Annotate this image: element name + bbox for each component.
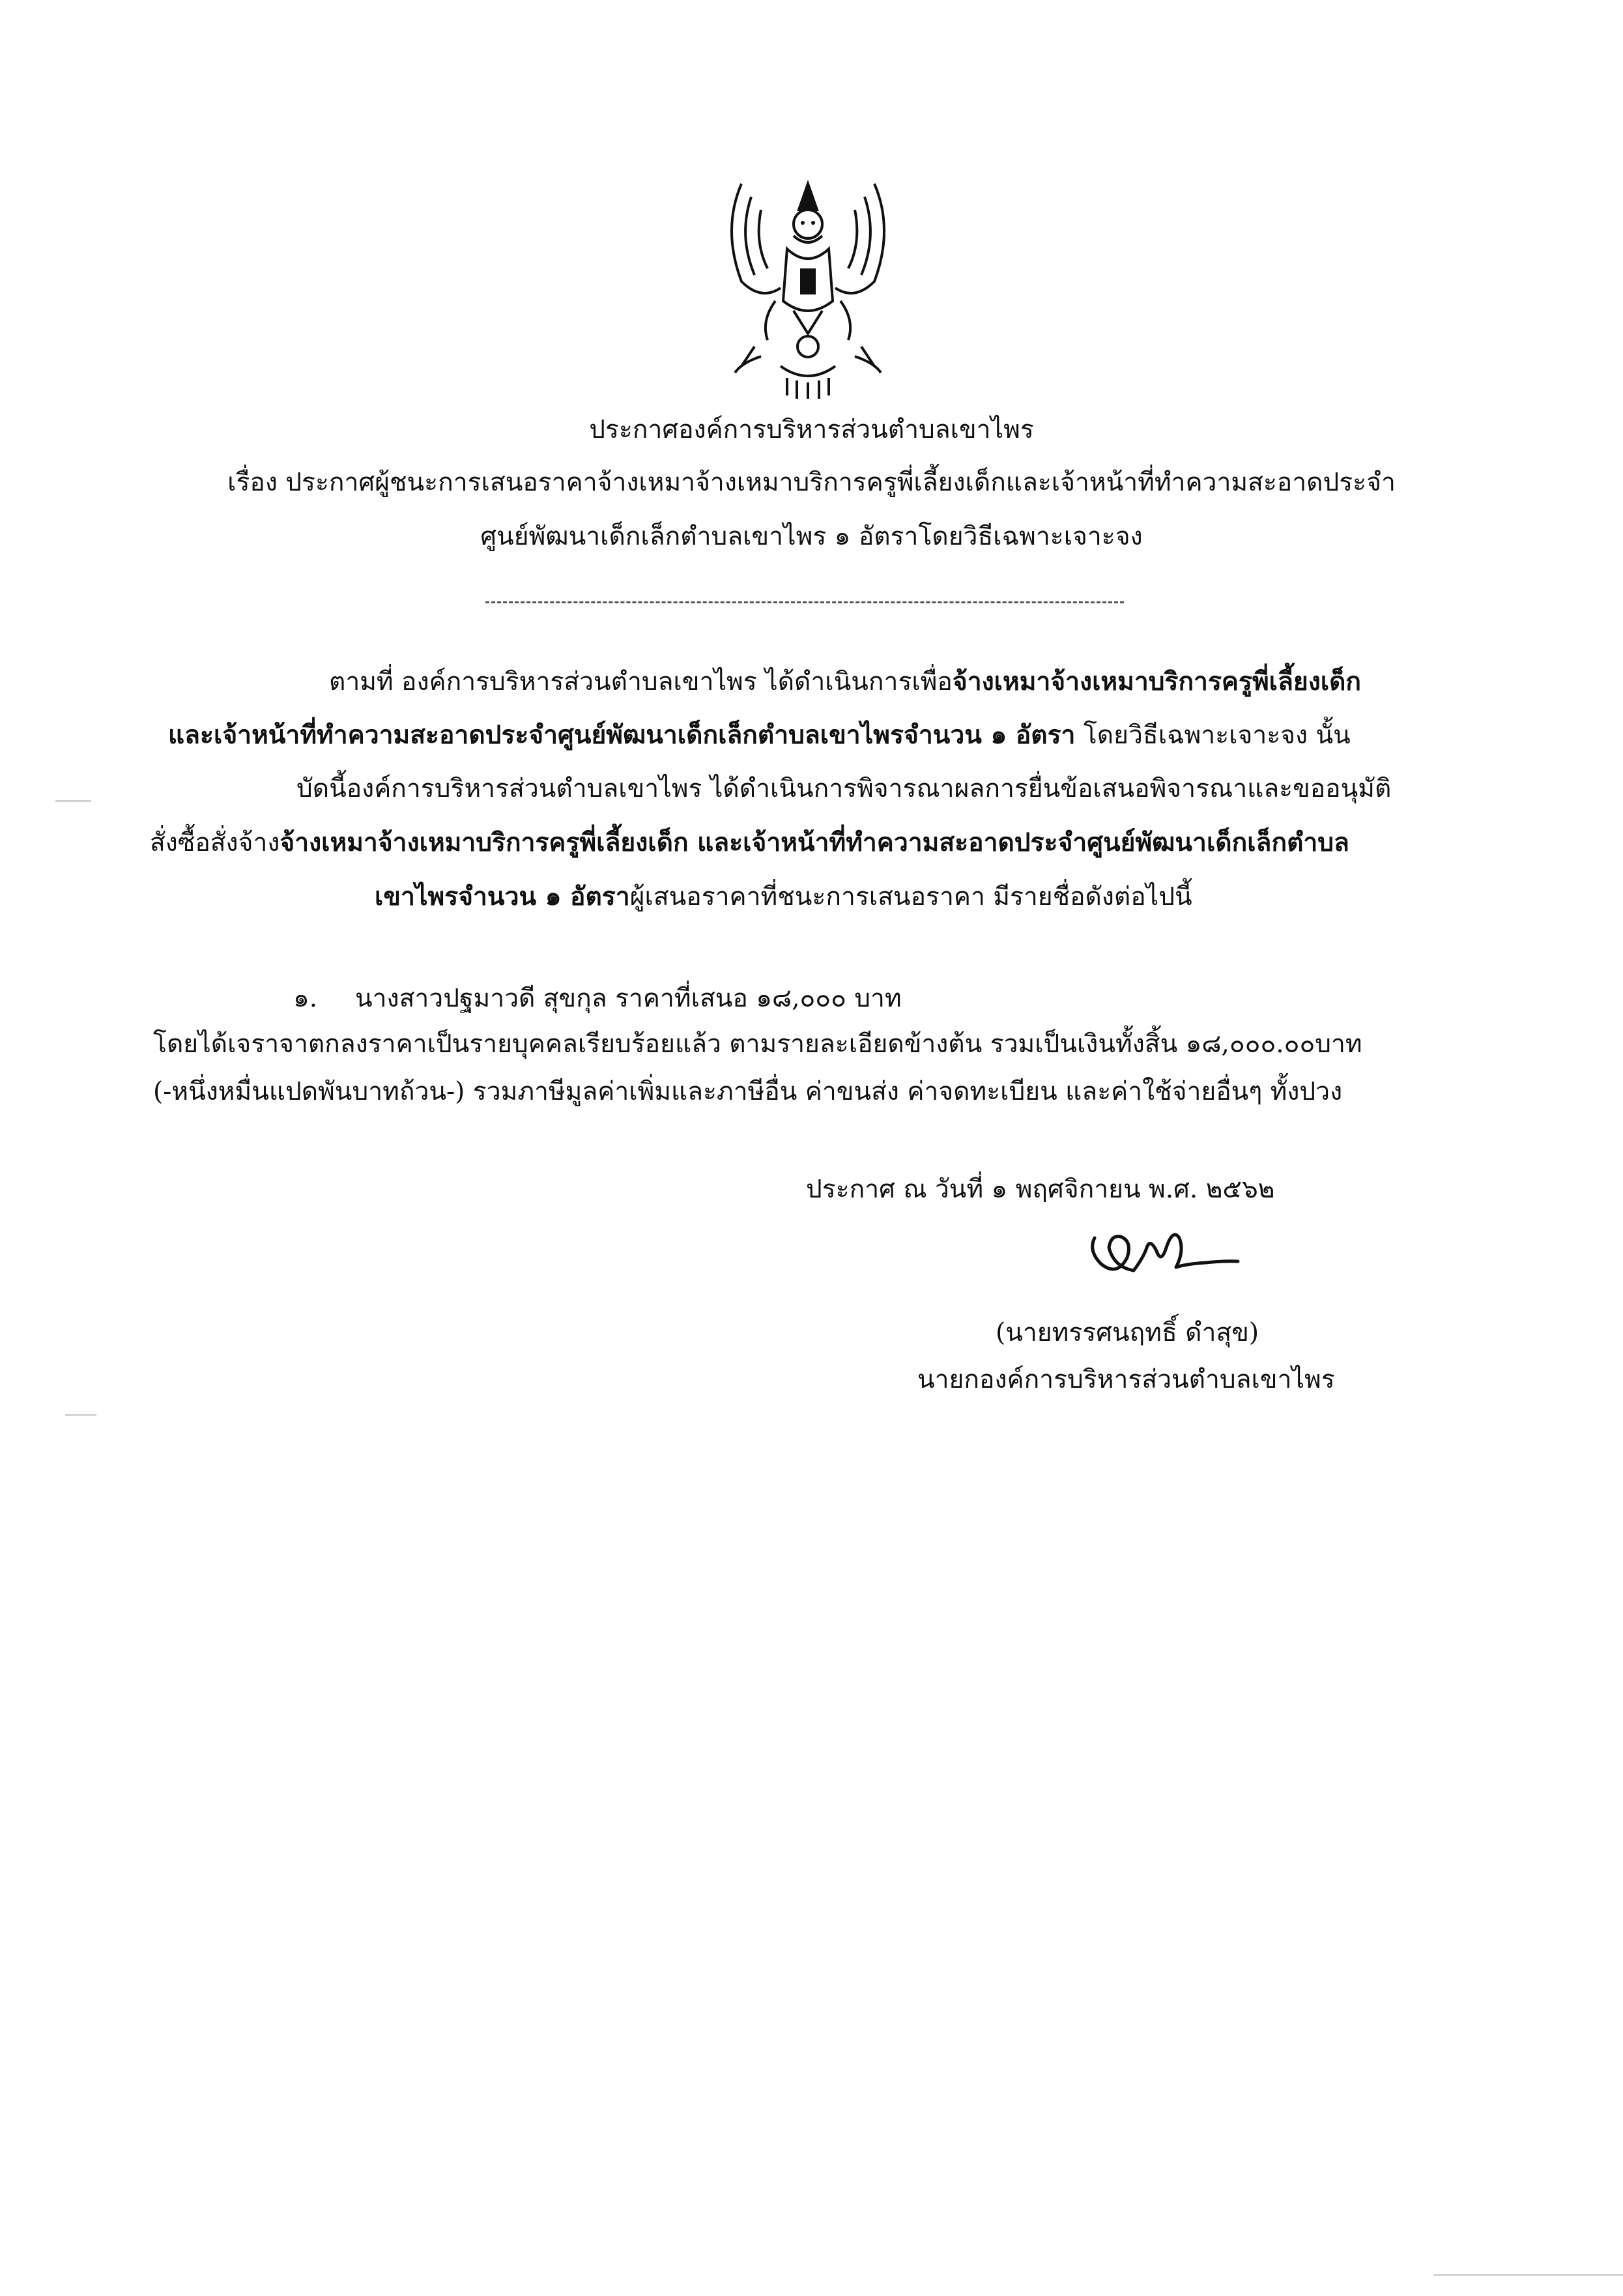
paragraph-2-line-3: [375, 878, 1192, 915]
garuda-emblem-icon: [715, 171, 900, 400]
p1-line1-prefix: ตามที่ องค์การบริหารส่วนตำบลเขาไพร ได้ดำเนินการเพื่อ: [329, 667, 953, 696]
paragraph-2-line-1: บัดนี้องค์การบริหารส่วนตำบลเขาไพร ได้ดำเนินการพิจารณาผลการยื่นข้อเสนอพิจารณาและขออนุมัติ: [296, 774, 1392, 803]
paragraph-1-line-2: [168, 717, 1351, 754]
paragraph-3-line-1: โดยได้เจราจาตกลงราคาเป็นรายบุคคลเรียบร้อยแล้ว ตามรายละเอียดข้างต้น รวมเป็นเงินทั้งสิ้น ๑๘,๐๐๐.๐๐บาท: [153, 1029, 1362, 1059]
scan-edge-mark: [1433, 2274, 1623, 2276]
p1-line2-bold: และเจ้าหน้าที่ทำความสะอาดประจำศูนย์พัฒนาเด็กเล็กตำบลเขาไพรจำนวน ๑ อัตรา: [168, 720, 1076, 750]
scan-mark-bottom: [65, 1414, 96, 1416]
p2-line2-bold: จ้างเหมาจ้างเหมาบริการครูพี่เลี้ยงเด็ก และเจ้าหน้าที่ทำความสะอาดประจำศูนย์พัฒนาเด็กเล็กตำบล: [280, 827, 1349, 857]
p2-line2-prefix: สั่งซื้อสั่งจ้าง: [150, 828, 280, 857]
p2-line3-bold: เขาไพรจำนวน ๑ อัตรา: [375, 882, 630, 911]
p1-line1-bold: จ้างเหมาจ้างเหมาบริการครูพี่เลี้ยงเด็ก: [952, 667, 1362, 696]
winner-entry: นางสาวปฐมาวดี สุขกุล ราคาที่เสนอ ๑๘,๐๐๐ บาท: [355, 984, 902, 1013]
paragraph-3-line-2: (-หนึ่งหมื่นแปดพันบาทถ้วน-) รวมภาษีมูลค่าเพิ่มและภาษีอื่น ค่าขนส่ง ค่าจดทะเบียน และค่าใช้จ่ายอื่นๆ ทั้งปวง: [153, 1077, 1343, 1106]
winner-number: ๑.: [293, 984, 318, 1013]
paragraph-2-line-2: [150, 824, 1349, 861]
header-divider: [485, 601, 1124, 603]
signer-position: นายกองค์การบริหารส่วนตำบลเขาไพร: [917, 1365, 1335, 1394]
subject-line-2: ศูนย์พัฒนาเด็กเล็กตำบลเขาไพร ๑ อัตราโดยวิธีเฉพาะเจาะจง: [480, 522, 1143, 551]
p1-line2-suffix: โดยวิธีเฉพาะเจาะจง นั้น: [1083, 721, 1351, 750]
scan-mark-top: [55, 800, 91, 802]
subject-line-1: เรื่อง ประกาศผู้ชนะการเสนอราคาจ้างเหมาจ้างเหมาบริการครูพี่เลี้ยงเด็กและเจ้าหน้าที่ทำความสะอาดประจำ: [227, 468, 1396, 497]
org-title: ประกาศองค์การบริหารส่วนตำบลเขาไพร: [589, 415, 1034, 444]
signer-name: (นายทรรศนฤทธิ์ ดำสุข): [996, 1318, 1259, 1347]
p2-line3-suffix: ผู้เสนอราคาที่ชนะการเสนอราคา มีรายชื่อดังต่อไปนี้: [629, 882, 1192, 911]
announce-date: ประกาศ ณ วันที่ ๑ พฤศจิกายน พ.ศ. ๒๕๖๒: [806, 1175, 1275, 1204]
handwritten-signature: [1082, 1212, 1244, 1290]
paragraph-1-line-1: [329, 663, 1361, 700]
